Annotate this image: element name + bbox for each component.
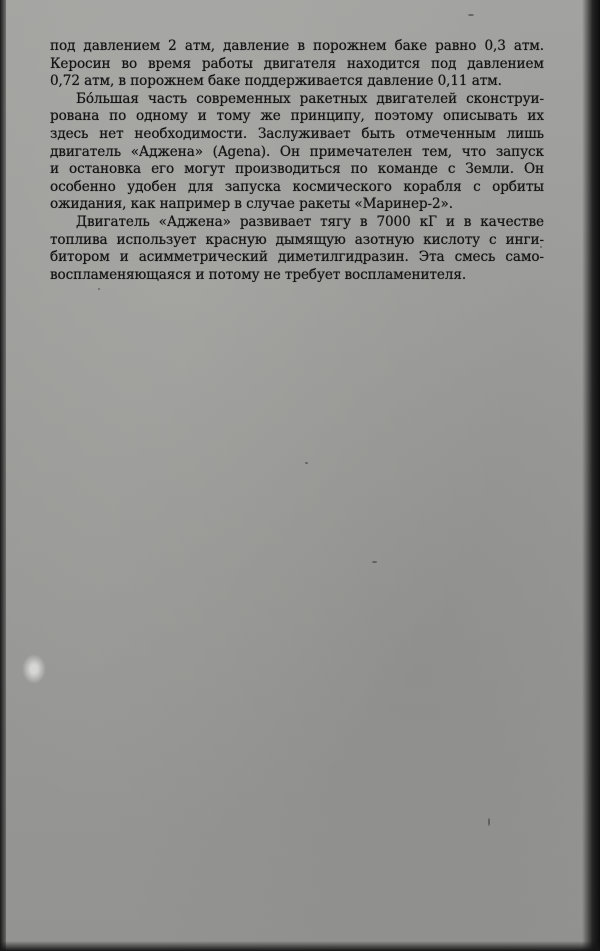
- text-line: особенно удобен для запуска космического корабля с орбиты: [50, 178, 544, 195]
- text-line: Керосин во время работы двигателя находится под давлением: [50, 55, 544, 72]
- paper-speck: [305, 462, 308, 464]
- page-bottom-edge-shadow: [0, 941, 600, 951]
- text-line: под давлением 2 атм, давление в порожнем баке равно 0,3 атм.: [50, 38, 544, 54]
- text-line: здесь нет необходимости. Заслуживает быть отмеченным лишь: [50, 125, 544, 142]
- text-line: рована по одному и тому же принципу, поэтому описывать их: [50, 108, 544, 125]
- paper-speck: [468, 14, 474, 16]
- body-text: [50, 38, 544, 284]
- text-line: 0,72 атм, в порожнем баке поддерживается давление 0,11 атм.: [50, 73, 502, 90]
- page-right-edge-shadow: [582, 0, 600, 951]
- text-line: воспламеняющаяся и потому не требует воспламенителя.: [50, 266, 467, 283]
- text-line: двигатель «Аджена» (Agena). Он примечателен тем, что запуск: [50, 143, 544, 160]
- text-line: топлива использует красную дымящую азотную кислоту с инги-: [50, 231, 544, 248]
- page-left-edge-shadow: [0, 0, 6, 951]
- paper-speck: [488, 818, 490, 826]
- text-line: и остановка его могут производиться по команде с Земли. Он: [50, 161, 544, 178]
- text-line: битором и асимметрический диметилгидразин. Эта смесь само-: [50, 249, 544, 266]
- text-line: ожидания, как например в случае ракеты «Маринер-2».: [50, 196, 453, 213]
- paper-speck: [372, 561, 377, 563]
- text-line: Бо́льшая часть современных ракетных двигателей сконструи-: [76, 90, 544, 107]
- paper-smudge: [22, 654, 46, 684]
- paper-speck: [98, 288, 100, 290]
- text-line: Двигатель «Аджена» развивает тягу в 7000 кГ и в качестве: [76, 213, 544, 230]
